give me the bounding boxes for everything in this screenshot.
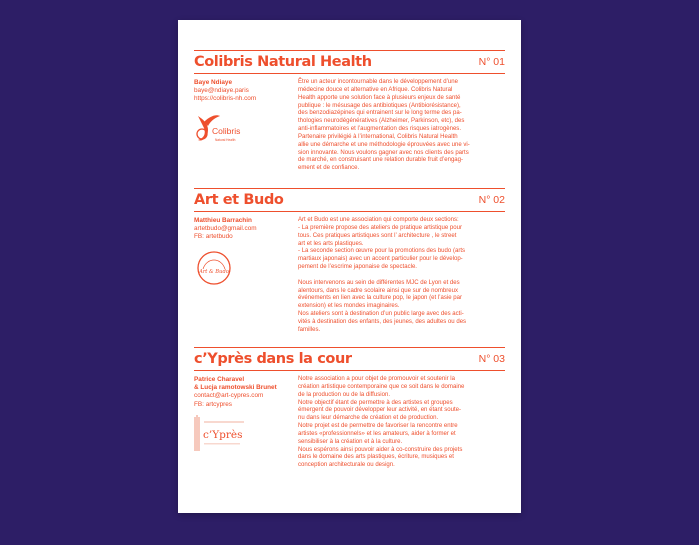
text-line: vités à destination des enfants, des jeunes, des adultes ou des — [298, 318, 467, 325]
contact-website[interactable]: https://colibris-nh.com — [194, 95, 257, 103]
text-line: tous. Ces pratiques artistiques sont l’ architecture , le street — [298, 232, 457, 239]
text-line: pement de l’escrime japonaise de spectacle. — [298, 264, 417, 271]
section-colibris — [194, 50, 505, 173]
text-line: émergent de pouvoir développer leur activité, en étant soute- — [298, 407, 462, 414]
text-line: Health apporte une solution face à plusieurs enjeux de santé — [298, 94, 461, 101]
text-line: art et les arts plastiques. — [298, 240, 364, 247]
logo-name: Colibris — [212, 125, 241, 136]
text-line: des benzodiazépines qui entrainent sur le long terme des pa- — [298, 110, 462, 117]
section-header — [194, 348, 505, 371]
colibris-logo — [194, 110, 254, 146]
text-line: publique : le mésusage des antibiotiques (Antibiorésistance), — [298, 102, 461, 109]
contact-email[interactable]: baye@ndiaye.paris — [194, 87, 249, 95]
text-line: Nos ateliers sont à destination d’un public large avec des acti- — [298, 311, 464, 318]
text-line: Partenaire privilégié à l’international, Colibris Natural Health — [298, 133, 458, 140]
section-cypres — [194, 347, 505, 470]
text-line: Être un acteur incontournable dans le développement d’une — [298, 79, 459, 85]
section-number: N° 02 — [478, 194, 505, 206]
section-description — [298, 376, 505, 470]
logo-name: c’Yprès — [203, 428, 243, 441]
contact-name: Patrice Charavel — [194, 376, 245, 383]
text-line: de marché, en construisant une relation durable fruit d’engag- — [298, 157, 464, 164]
text-line: - La seconde section œuvre pour la promotions des budo (arts — [298, 248, 466, 255]
text-line: dans le domaine des arts plastiques, écriture, musiques et — [298, 454, 454, 461]
section-title: Colibris Natural Health — [194, 54, 372, 70]
contact-email[interactable]: contact@art-cypres.com — [194, 392, 264, 400]
text-line: médecine douce et alternative en Afrique. Colibris Natural — [298, 86, 453, 93]
contact-name-2: & Lucja ramotowski Brunet — [194, 384, 277, 392]
text-line: martiaux japonais) avec un accent particulier pour le dévelop- — [298, 256, 463, 263]
text-line: nu dans leur démarche de création et de production. — [298, 415, 439, 422]
paragraph-gap — [298, 272, 505, 280]
text-line: alentours, dans le cadre scolaire ainsi que sur de nombreux — [298, 287, 458, 294]
section-description — [298, 79, 505, 173]
cypres-logo — [194, 415, 250, 451]
text-line: sion innovante. Nous voulons gagner avec nos clients des parts — [298, 149, 469, 156]
text-line: création artistique contemporaine que ce soit dans le domaine — [298, 383, 465, 390]
section-art-et-budo — [194, 188, 505, 335]
section-title: c’Yprès dans la cour — [194, 351, 352, 367]
text-line: sensibiliser à la création et à la culture. — [298, 438, 403, 445]
contact-name: Matthieu Barrachin — [194, 217, 252, 224]
text-line: - La première propose des ateliers de pratique artistique pour — [298, 224, 463, 231]
text-line: allie une démarche et une méthodologie éprouvées avec une vi- — [298, 141, 470, 148]
text-line: Notre projet est de permettre de favoriser la rencontre entre — [298, 423, 458, 430]
text-line: artistes «professionnels» et les amateurs, aider à former et — [298, 430, 456, 437]
contact-email[interactable]: artetbudo@gmail.com — [194, 225, 257, 233]
contact-block — [194, 217, 298, 335]
text-line: Nous intervenons au sein de différentes MJC de Lyon et des — [298, 279, 460, 286]
contact-name: Baye Ndiaye — [194, 79, 233, 86]
contact-facebook[interactable]: FB: artetbudo — [194, 233, 233, 241]
text-line: anti-inflammatoires et l’augmentation des risques iatrogènes. — [298, 126, 462, 133]
text-line: Notre association a pour objet de promouvoir et soutenir la — [298, 376, 455, 382]
contact-facebook[interactable]: FB: artcypres — [194, 400, 232, 408]
text-line: événements en lien avec la culture pop, le japon (et l’asie par — [298, 295, 463, 302]
text-line: ement et de confiance. — [298, 165, 360, 172]
text-line: extension) et les mondes imaginaires. — [298, 303, 400, 310]
section-header — [194, 51, 505, 74]
section-title: Art et Budo — [194, 192, 284, 208]
section-number: N° 01 — [478, 56, 505, 68]
logo-subtitle: Natural Health — [215, 137, 236, 142]
text-line: familles. — [298, 326, 321, 333]
contact-block — [194, 376, 298, 470]
text-line: Nous espérons ainsi pouvoir aider à co-construire des projets — [298, 446, 463, 453]
text-line: Art et Budo est une association qui comporte deux sections: — [298, 217, 459, 223]
section-number: N° 03 — [478, 353, 505, 365]
section-header — [194, 189, 505, 212]
poster-sheet — [178, 20, 521, 513]
text-line: conception architecturale ou design. — [298, 462, 395, 469]
contact-block — [194, 79, 298, 173]
text-line: thologies neurodégénératives (Alzheimer, Parkinson, etc), des — [298, 118, 465, 125]
logo-name: Art & Budo — [199, 268, 229, 275]
section-description — [298, 217, 505, 335]
art-et-budo-logo — [194, 248, 234, 288]
text-line: Notre objectif étant de permettre à des artistes et groupes — [298, 399, 453, 406]
text-line: de la production ou de la diffusion. — [298, 391, 391, 398]
